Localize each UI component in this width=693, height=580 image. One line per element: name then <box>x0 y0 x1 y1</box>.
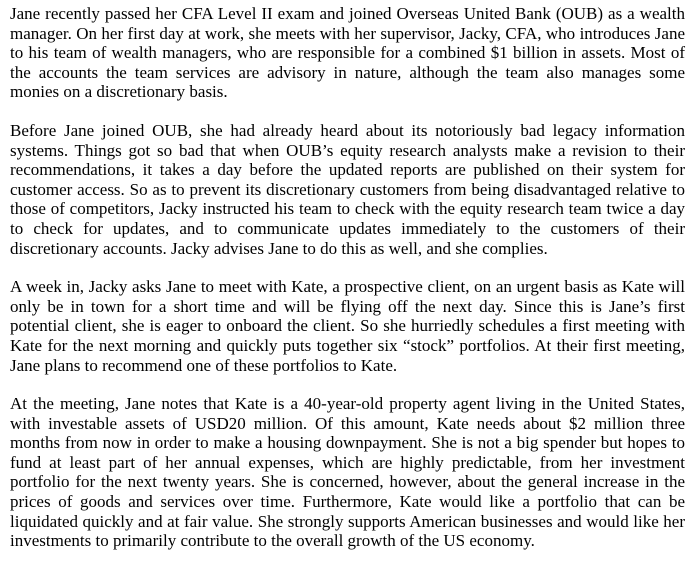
paragraph-1: Jane recently passed her CFA Level II exam and joined Overseas United Bank (OUB) as a wealth manager. On her first day at work, she meets with her supervisor, Jacky, CFA, who introduces Jane to his team of wealth managers, who are responsible for a combined $1 billion in assets. Most of the accounts the team services are advisory in nature, although the team also manages some monies on a discretionary basis. <box>10 4 685 102</box>
paragraph-3: A week in, Jacky asks Jane to meet with Kate, a prospective client, on an urgent basis as Kate will only be in town for a short time and will be flying off the next day. Since this is Jane’s first potential client, she is eager to onboard the client. So she hurriedly schedules a first meeting with Kate for the next morning and quickly puts together six “stock” portfolios. At their first meeting, Jane plans to recommend one of these portfolios to Kate. <box>10 277 685 375</box>
paragraph-4: At the meeting, Jane notes that Kate is a 40-year-old property agent living in the United States, with investable assets of USD20 million. Of this amount, Kate needs about $2 million three months from now in order to make a housing downpayment. She is not a big spender but hopes to fund at least part of her annual expenses, which are highly predictable, from her investment portfolio for the next twenty years. She is concerned, however, about the general increase in the prices of goods and services over time. Furthermore, Kate would like a portfolio that can be liquidated quickly and at fair value. She strongly supports American businesses and would like her investments to primarily contribute to the overall growth of the US economy. <box>10 394 685 551</box>
paragraph-2: Before Jane joined OUB, she had already heard about its notoriously bad legacy information systems. Things got so bad that when OUB’s equity research analysts make a revision to their recommendations, it takes a day before the updated reports are published on their system for customer access. So as to prevent its discretionary customers from being disadvantaged relative to those of competitors, Jacky instructed his team to check with the equity research team twice a day to check for updates, and to communicate updates immediately to the customers of their discretionary accounts. Jacky advises Jane to do this as well, and she complies. <box>10 120 685 258</box>
